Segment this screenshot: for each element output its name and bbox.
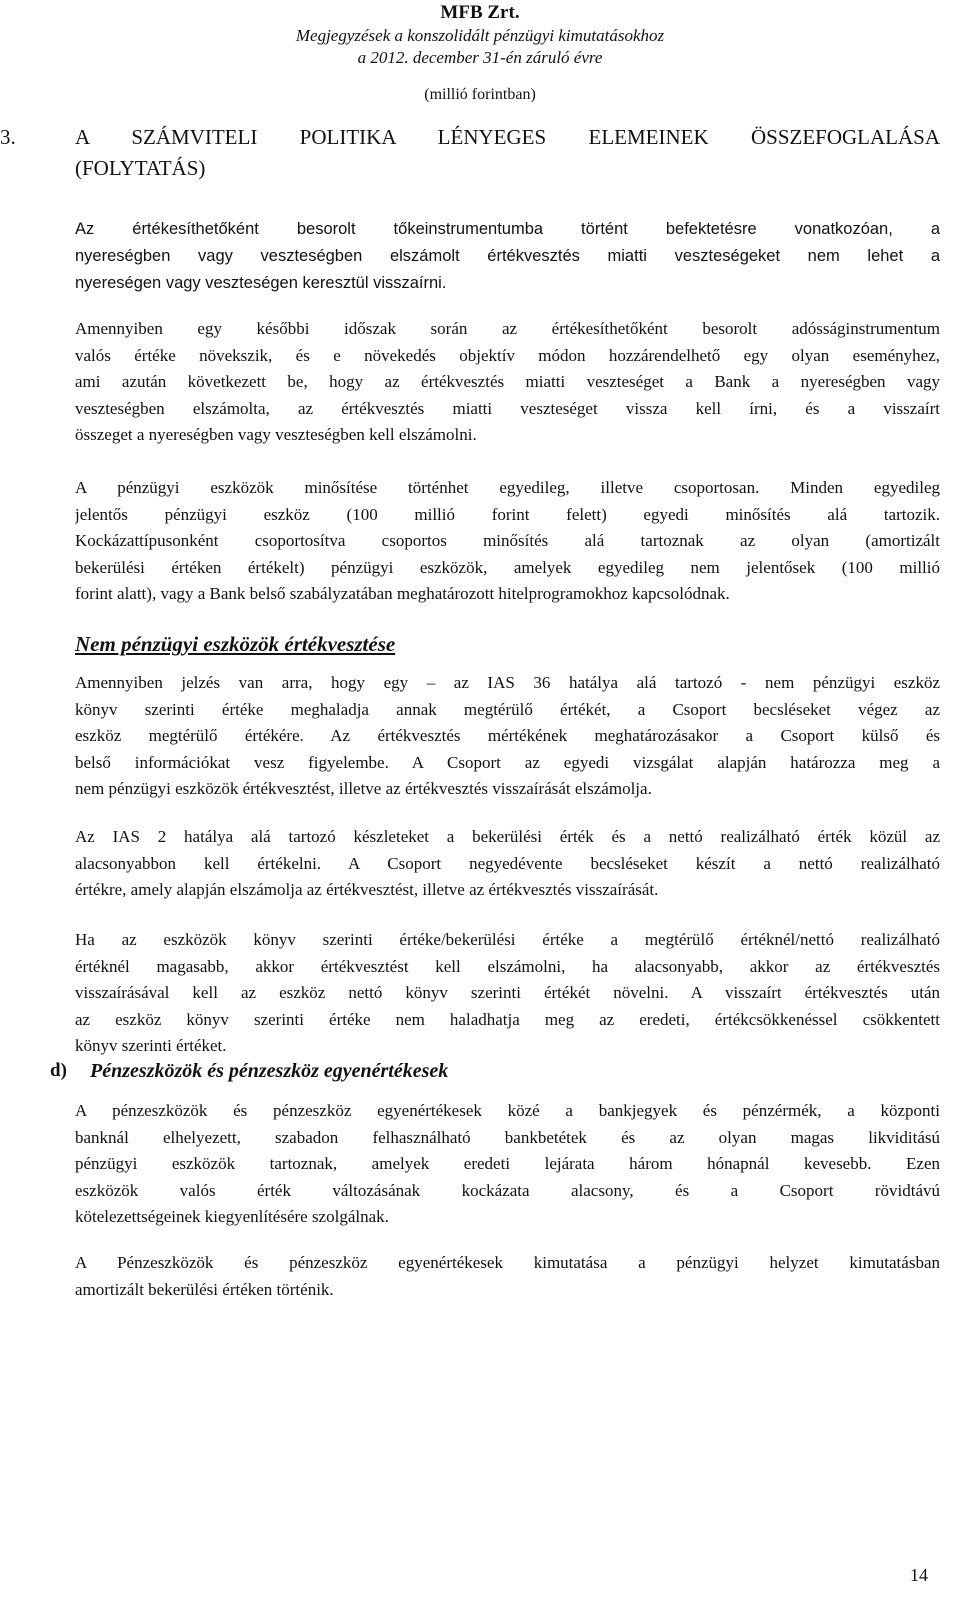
text-line: veszteségben elszámolta, az értékvesztés miatti veszteséget vissza kell írni, és a visszaírt (75, 398, 940, 418)
text-line: összeget a nyereségben vagy veszteségben kell elszámolni. (75, 425, 477, 444)
text-line: A pénzeszközök és pénzeszköz egyenértékesek közé a bankjegyek és pénzérmék, a központi (75, 1101, 940, 1120)
paragraph-cash-presentation (75, 1250, 940, 1303)
paragraph-cash-equivalents (75, 1098, 940, 1231)
text-line: Kockázattípusonként csoportosítva csoportos minősítés alá tartoznak az olyan (amortizált (75, 531, 940, 550)
text-line: könyv szerinti értéke meghaladja annak megtérülő értékét, a Csoport becsléseket végez az (75, 699, 940, 719)
text-line: eszközök valós érték változásának kockázata alacsony, és a Csoport rövidtávú (75, 1180, 940, 1200)
text-line: bekerülési értéken értékelt) pénzügyi eszközök, amelyek egyedileg nem jelentősek (100 millió (75, 557, 940, 577)
text-line: banknál elhelyezett, szabadon felhasználható bankbetétek és az olyan magas likviditású (75, 1127, 940, 1147)
text-line: kötelezettségeinek kiegyenlítésére szolgálnak. (75, 1207, 389, 1226)
text-line: Ha az eszközök könyv szerinti értéke/bekerülési értéke a megtérülő értéknél/nettó realizálható (75, 930, 940, 949)
paragraph-book-value (75, 927, 940, 1060)
text-line: Az értékesíthetőként besorolt tőkeinstrumentumba történt befektetésre vonatkozóan, a (75, 220, 940, 238)
text-line: forint alatt), vagy a Bank belső szabályzatában meghatározott hitelprogramokhoz kapcsolódnak. (75, 584, 730, 603)
text-line: nem pénzügyi eszközök értékvesztést, illetve az értékvesztés visszaírását elszámolja. (75, 779, 652, 798)
text-line: értéknél magasabb, akkor értékvesztést kell elszámolni, ha alacsonyabb, akkor az értékvesztés (75, 956, 940, 976)
section-title-line-1: A SZÁMVITELI POLITIKA LÉNYEGES ELEMEINEK ÖSSZEFOGLALÁSA (75, 125, 940, 149)
text-line: A Pénzeszközök és pénzeszköz egyenértékesek kimutatása a pénzügyi helyzet kimutatásban (75, 1253, 940, 1272)
text-line: az eszköz könyv szerinti értéke nem haladhatja meg az eredeti, értékcsökkenéssel csökkentett (75, 1009, 940, 1029)
text-line: pénzügyi eszközök tartoznak, amelyek eredeti lejárata három hónapnál kevesebb. Ezen (75, 1154, 940, 1173)
subsection-label: d) (50, 1060, 67, 1081)
text-line: belső információkat vesz figyelembe. A Csoport az egyedi vizsgálat alapján határozza meg a (75, 752, 940, 772)
paragraph-ias36 (75, 670, 940, 803)
heading-nonfinancial-impairment: Nem pénzügyi eszközök értékvesztése (75, 632, 396, 656)
paragraph-ias2 (75, 824, 940, 904)
text-line: könyv szerinti értéket. (75, 1036, 227, 1055)
text-line: alacsonyabbon kell értékelni. A Csoport negyedévente becsléseket készít a nettó realizálható (75, 853, 940, 873)
text-line: jelentős pénzügyi eszköz (100 millió forint felett) egyedi minősítés alá tartozik. (75, 504, 940, 524)
header-subtitle: Megjegyzések a konszolidált pénzügyi kimutatásokhoz (295, 26, 665, 45)
header-unit: (millió forintban) (424, 86, 536, 103)
paragraph-equity-impairment (75, 216, 940, 297)
text-line: nyereségen vagy veszteségen keresztül visszaírni. (75, 274, 447, 292)
text-line: ami azután következett be, hogy az értékvesztés miatti veszteséget a Bank a nyereségben vagy (75, 372, 940, 391)
text-line: eszköz megtérülő értékére. Az értékvesztés mértékének meghatározásakor a Csoport külső és (75, 726, 940, 745)
paragraph-classification (75, 475, 940, 608)
text-line: Amennyiben jelzés van arra, hogy egy – az IAS 36 hatálya alá tartozó - nem pénzügyi eszköz (75, 673, 940, 692)
text-line: Amennyiben egy későbbi időszak során az értékesíthetőként besorolt adósságinstrumentum (75, 319, 940, 338)
header-period: a 2012. december 31-én záruló évre (357, 48, 603, 67)
subsection-title: Pénzeszközök és pénzeszköz egyenértékesek (90, 1060, 449, 1082)
text-line: visszaírásával kell az eszköz nettó könyv szerinti értékét növelni. A visszaírt értékvesztés után (75, 983, 940, 1002)
header-company: MFB Zrt. (440, 2, 520, 23)
page-number: 14 (910, 1565, 928, 1585)
paragraph-debt-reversal (75, 316, 940, 449)
text-line: nyereségben vagy veszteségben elszámolt értékvesztés miatti veszteségeket nem lehet a (75, 247, 940, 265)
text-line: értékre, amely alapján elszámolja az értékvesztést, illetve az értékvesztés visszaírását. (75, 880, 659, 899)
text-line: Az IAS 2 hatálya alá tartozó készleteket a bekerülési érték és a nettó realizálható érték közül az (75, 827, 940, 846)
text-line: valós értéke növekszik, és e növekedés objektív módon hozzárendelhető egy olyan eseményhez, (75, 345, 940, 365)
text-line: amortizált bekerülési értéken történik. (75, 1279, 334, 1299)
text-line: A pénzügyi eszközök minősítése történhet egyedileg, illetve csoportosan. Minden egyedileg (75, 478, 940, 497)
section-title-line-2: (FOLYTATÁS) (75, 156, 206, 180)
section-number: 3. (0, 125, 16, 149)
